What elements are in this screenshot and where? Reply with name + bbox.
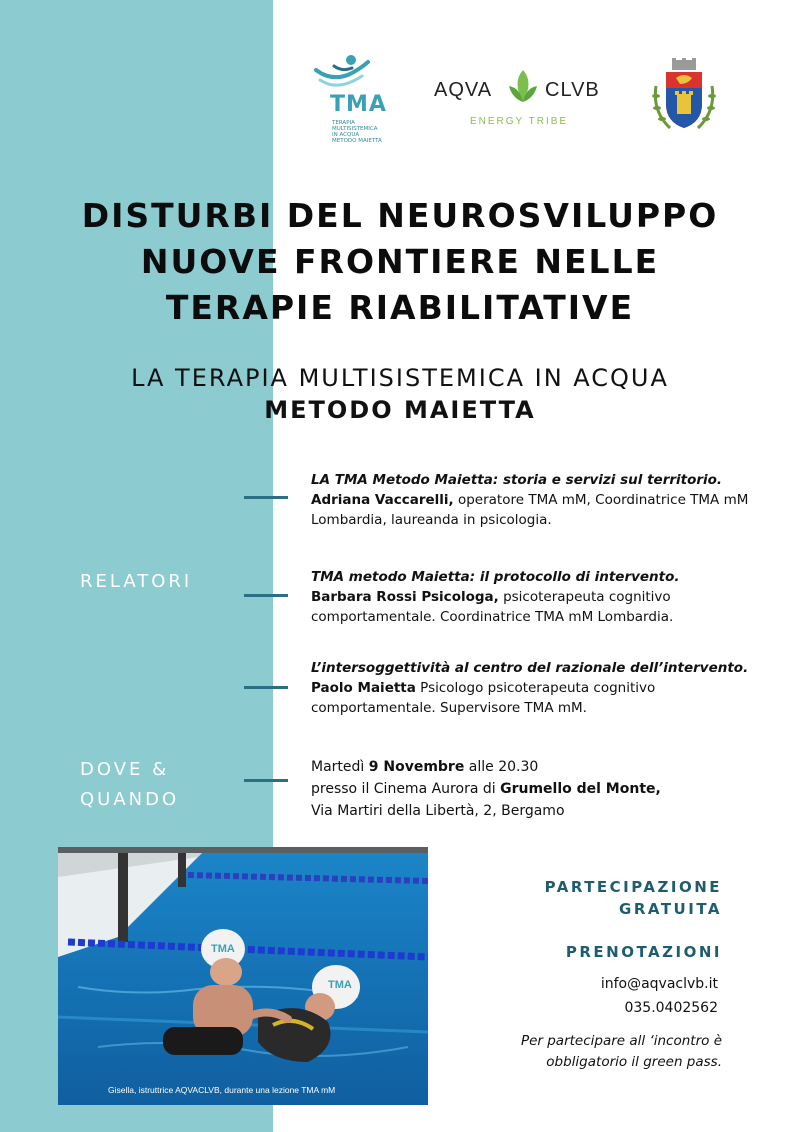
talk-title: TMA metodo Maietta: il protocollo di intervento. xyxy=(311,569,680,585)
speaker-entry xyxy=(311,470,761,530)
dove-text: DOVE & xyxy=(80,759,170,780)
title-line: DISTURBI DEL NEUROSVILUPPO xyxy=(81,196,719,235)
green-pass-note xyxy=(521,1031,722,1073)
note-line: Per partecipare all ‘incontro è xyxy=(520,1033,722,1049)
tma-logo xyxy=(310,52,400,147)
divider-dash xyxy=(244,496,288,499)
quando-text: QUANDO xyxy=(80,789,180,810)
subtitle xyxy=(40,362,760,426)
event-details xyxy=(311,756,761,822)
event-date: 9 Novembre xyxy=(368,759,465,775)
speaker-name: Adriana Vaccarelli, xyxy=(311,492,454,508)
event-time: alle 20.30 xyxy=(464,759,539,775)
event-text: presso il Cinema Aurora di xyxy=(311,781,501,797)
contact-email[interactable]: info@aqvaclvb.it xyxy=(600,976,718,992)
cap-logo-text: TMA xyxy=(328,979,352,991)
talk-title: L’intersoggettività al centro del razionale dell’intervento. xyxy=(311,660,749,676)
aqva-clvb-logo xyxy=(432,66,612,136)
clvb-word: CLVB xyxy=(545,79,600,101)
event-text: Martedì xyxy=(311,759,369,775)
participation-line: GRATUITA xyxy=(619,900,722,918)
main-title xyxy=(40,193,760,331)
speaker-name: Paolo Maietta xyxy=(311,680,416,696)
booking-heading xyxy=(566,941,722,963)
speaker-entry xyxy=(311,567,761,627)
booking-text: PRENOTAZIONI xyxy=(565,943,722,961)
event-place: Grumello del Monte, xyxy=(500,781,661,797)
contact-block xyxy=(601,972,718,1020)
participation-line: PARTECIPAZIONE xyxy=(544,878,722,896)
dove-quando-label xyxy=(80,755,179,815)
divider-dash xyxy=(244,594,288,597)
talk-title: LA TMA Metodo Maietta: storia e servizi sul territorio. xyxy=(311,472,723,488)
speaker-name: Barbara Rossi Psicologa, xyxy=(311,589,499,605)
speaker-description: Psicologo psicoterapeuta cognitivo comportamentale. Supervisore TMA mM. xyxy=(311,680,656,716)
photo-caption: Gisella, istruttrice AQVACLVB, durante una lezione TMA mM xyxy=(108,1085,336,1095)
tma-sub-line: METODO MAIETTA xyxy=(332,138,382,144)
pool-scene xyxy=(58,847,428,1105)
cap-logo-text: TMA xyxy=(211,943,235,955)
subtitle-line-1: LA TERAPIA MULTISISTEMICA IN ACQUA xyxy=(131,364,669,392)
tma-logo-word: TMA xyxy=(330,92,387,117)
tma-sub-line: TERAPIA xyxy=(332,120,355,126)
swimmer-icon xyxy=(312,52,372,94)
pool-photo xyxy=(58,847,428,1105)
contact-phone[interactable]: 035.0402562 xyxy=(624,1000,718,1016)
note-line: obbligatorio il green pass. xyxy=(546,1054,722,1070)
aqva-tagline: ENERGY TRIBE xyxy=(470,116,569,127)
leaf-icon xyxy=(506,68,540,104)
event-date-line xyxy=(311,756,761,778)
subtitle-line-2: METODO MAIETTA xyxy=(264,396,536,424)
relatori-text: RELATORI xyxy=(80,571,193,592)
divider-dash xyxy=(244,779,288,782)
title-line: TERAPIE RIABILITATIVE xyxy=(165,288,635,327)
tma-sub-line: MULTISISTEMICA xyxy=(332,126,378,132)
speaker-entry xyxy=(311,658,761,718)
event-venue-line xyxy=(311,778,761,800)
title-line: NUOVE FRONTIERE NELLE xyxy=(140,242,660,281)
crest-icon xyxy=(648,56,720,136)
speaker-description: operatore TMA mM, Coordinatrice TMA mM Lombardia, laureanda in psicologia. xyxy=(311,492,749,528)
event-address: Via Martiri della Libertà, 2, Bergamo xyxy=(311,803,565,819)
municipal-crest-logo xyxy=(648,56,720,136)
tma-sub-line: IN ACQUA xyxy=(332,132,360,138)
tma-logo-subtitle xyxy=(332,120,402,144)
participation-heading xyxy=(545,876,722,920)
divider-dash xyxy=(244,686,288,689)
speaker-description: psicoterapeuta cognitivo comportamentale. Coordinatrice TMA mM Lombardia. xyxy=(311,589,674,625)
aqva-word: AQVA xyxy=(434,79,493,101)
relatori-label xyxy=(80,567,192,597)
